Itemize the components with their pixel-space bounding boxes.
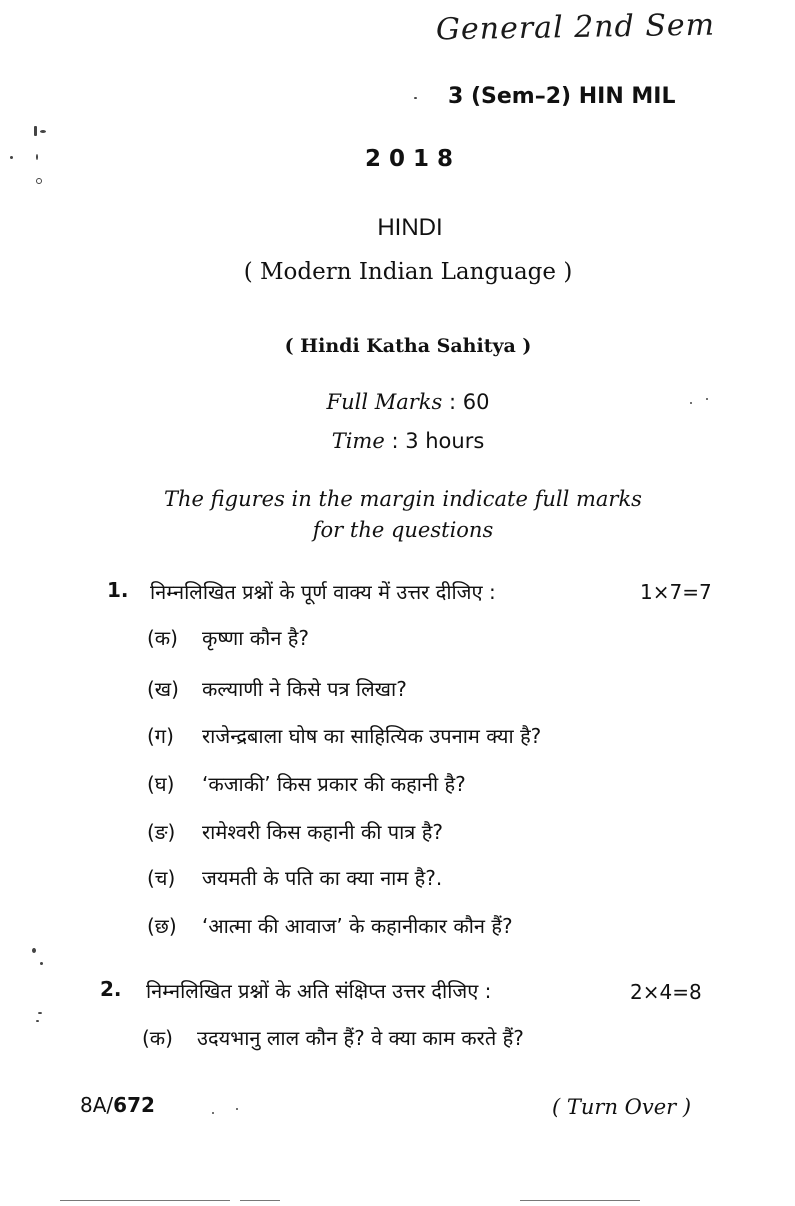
scan-speck	[40, 130, 46, 133]
bottom-edge-line	[520, 1200, 640, 1201]
subject-subtitle: ( Modern Indian Language )	[243, 259, 573, 285]
sub-question-mark: (क)	[142, 1026, 173, 1050]
time-allowed	[0, 429, 795, 453]
sub-question	[147, 722, 541, 749]
scan-speck	[414, 97, 417, 99]
booklet-code	[80, 1093, 155, 1117]
sub-question-mark: (ख)	[147, 677, 179, 701]
sub-question-text: कृष्णा कौन है?	[202, 626, 310, 650]
bottom-edge-line	[240, 1200, 280, 1201]
sub-question-mark: (च)	[147, 866, 176, 890]
paper-name: ( Hindi Katha Sahitya )	[284, 335, 532, 357]
scan-speck	[690, 402, 692, 404]
instruction	[0, 484, 795, 546]
question-text: निम्नलिखित प्रश्नों के पूर्ण वाक्य में उत्तर दीजिए :	[150, 580, 496, 604]
booklet-code-prefix: 8A/	[80, 1093, 114, 1117]
sub-question-mark: (ङ)	[147, 820, 176, 844]
scan-speck	[36, 154, 38, 160]
question-number: 2.	[100, 977, 122, 1001]
instruction-line-2: for the questions	[312, 518, 494, 542]
time-value: : 3 hours	[391, 429, 485, 453]
bottom-edge-line	[60, 1200, 230, 1201]
question-text: निम्नलिखित प्रश्नों के अति संक्षिप्त उत्तर दीजिए :	[146, 979, 492, 1003]
scan-speck	[236, 1108, 238, 1110]
scan-speck	[38, 1012, 42, 1014]
sub-question-text: ‘कजाकी’ किस प्रकार की कहानी है?	[202, 772, 466, 796]
sub-question-text: उदयभानु लाल कौन हैं? वे क्या काम करते हैं?	[197, 1026, 524, 1050]
full-marks-label: Full Marks	[326, 390, 443, 414]
question-marks: 1×7=7	[640, 580, 712, 604]
exam-year: 2018	[364, 146, 461, 172]
full-marks-value: : 60	[448, 390, 490, 414]
time-label: Time	[331, 429, 385, 453]
sub-question-text: राजेन्द्रबाला घोष का साहित्यिक उपनाम क्या है?	[202, 724, 542, 748]
sub-question-text: रामेश्वरी किस कहानी की पात्र है?	[202, 820, 443, 844]
subject-title: HINDI	[377, 214, 443, 241]
sub-question-mark: (ग)	[147, 724, 174, 748]
scan-speck	[36, 1020, 39, 1022]
sub-question	[147, 864, 442, 891]
scan-speck	[212, 1112, 214, 1114]
sub-question	[147, 770, 466, 797]
sub-question	[147, 912, 513, 939]
question-marks: 2×4=8	[630, 980, 702, 1004]
sub-question-mark: (क)	[147, 626, 178, 650]
handwritten-note: General 2nd Sem	[435, 7, 716, 48]
sub-question	[147, 624, 309, 651]
turn-over-note: ( Turn Over )	[552, 1095, 692, 1119]
scan-speck	[706, 398, 708, 400]
scan-speck	[36, 178, 42, 184]
sub-question-text: कल्याणी ने किसे पत्र लिखा?	[202, 677, 407, 701]
scan-speck	[10, 156, 13, 159]
sub-question-mark: (घ)	[147, 772, 175, 796]
sub-question	[142, 1024, 524, 1051]
instruction-line-1: The figures in the margin indicate full marks	[164, 487, 642, 511]
scan-speck	[40, 962, 43, 965]
sub-question	[147, 675, 407, 702]
sub-question	[147, 818, 443, 845]
scan-speck	[32, 948, 36, 953]
sub-question-mark: (छ)	[147, 914, 177, 938]
question-number: 1.	[107, 578, 129, 602]
paper-code: 3 (Sem–2) HIN MIL	[448, 84, 676, 109]
sub-question-text: जयमती के पति का क्या नाम है?.	[202, 866, 443, 890]
scan-speck	[34, 126, 37, 136]
booklet-code-number: 672	[113, 1093, 155, 1117]
full-marks	[0, 390, 795, 414]
sub-question-text: ‘आत्मा की आवाज’ के कहानीकार कौन हैं?	[202, 914, 513, 938]
